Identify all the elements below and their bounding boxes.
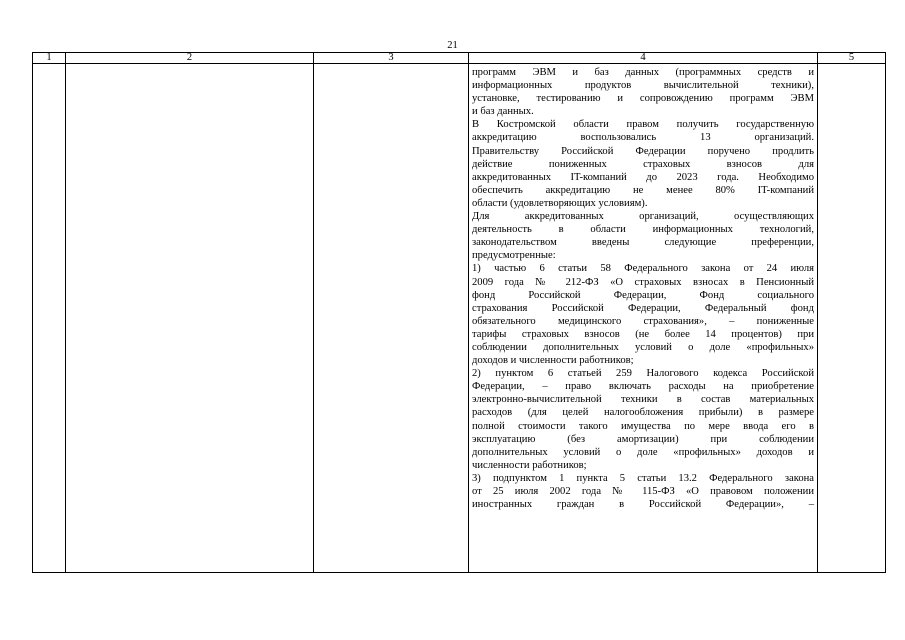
text-line: численности работников; [472,459,587,471]
text-line: страхования Российской Федерации, Федеральный фонд [472,302,814,314]
text-line: обязательного медицинского страхования», – пониженные [472,315,814,327]
text-line: эксплуатацию (без амортизации) при соблюдении [472,433,814,445]
text-line: действие пониженных страховых взносов для [472,158,814,170]
column-header-3: 3 [314,53,469,64]
page-number: 21 [447,40,458,51]
text-line: 2009 года № 212-ФЗ «О страховых взносах в Пенсионный [472,276,814,288]
text-line: 3) подпунктом 1 пункта 5 статьи 13.2 Федерального закона [472,472,814,484]
document-table [32,52,886,573]
column-header-1: 1 [33,53,66,64]
column-header-2: 2 [66,53,314,64]
text-line: от 25 июля 2002 года № 115-ФЗ «О правовом положении [472,486,814,497]
text-line: доходов и численности работников; [472,355,634,367]
text-line: полной стоимости такого имущества по мере ввода его в [472,420,814,432]
text-line: фонд Российской Федерации, Фонд социального [472,289,814,301]
text-line: электронно-вычислительной техники в состав материальных [472,394,814,406]
text-line: расходов (для целей налогообложения прибыли) в размере [472,407,814,419]
text-line: Правительству Российской Федерации поручено продлить [472,145,814,157]
text-line: обеспечить аккредитацию не менее 80% IT-компаний [472,184,814,196]
column-header-4: 4 [469,53,818,64]
text-line: информационных продуктов вычислительной техники), [472,80,814,92]
text-line: 2) пунктом 6 статьей 259 Налогового кодекса Российской [472,368,814,380]
cell-column-4 [469,64,818,573]
text-line: и баз данных. [472,106,534,118]
table-row [33,64,886,573]
text-line: Федерации, – право включать расходы на приобретение [472,381,814,393]
text-line: соблюдении дополнительных условий о доле «профильных» [472,341,814,353]
text-line: 1) частью 6 статьи 58 Федерального закона от 24 июля [472,263,814,275]
cell-column-3 [314,64,469,573]
column-4-text [469,64,817,511]
text-line: законодательством введены следующие преференции, [472,237,814,249]
text-line: деятельность в области информационных технологий, [472,224,814,236]
text-line: аккредитацию воспользовались 13 организаций. [472,132,814,144]
cell-column-2 [66,64,314,573]
cell-column-5 [818,64,886,573]
text-line: иностранных граждан в Российской Федерации», – [472,499,814,511]
cell-column-1 [33,64,66,573]
column-header-5: 5 [818,53,886,64]
text-line: Для аккредитованных организаций, осуществляющих [472,211,814,223]
text-line: тарифы страховых взносов (не более 14 процентов) при [472,328,814,340]
text-line: установке, тестированию и сопровождению программ ЭВМ [472,93,814,105]
text-line: дополнительных условий о доле «профильных» доходов и [472,446,814,458]
text-line: аккредитованных IT-компаний до 2023 года. Необходимо [472,171,814,183]
text-line: предусмотренные: [472,250,556,262]
table-header-row [33,53,886,64]
text-line: области (удовлетворяющих условиям). [472,197,648,209]
text-line: программ ЭВМ и баз данных (программных средств и [472,67,814,78]
text-line: В Костромской области правом получить государственную [472,119,814,131]
